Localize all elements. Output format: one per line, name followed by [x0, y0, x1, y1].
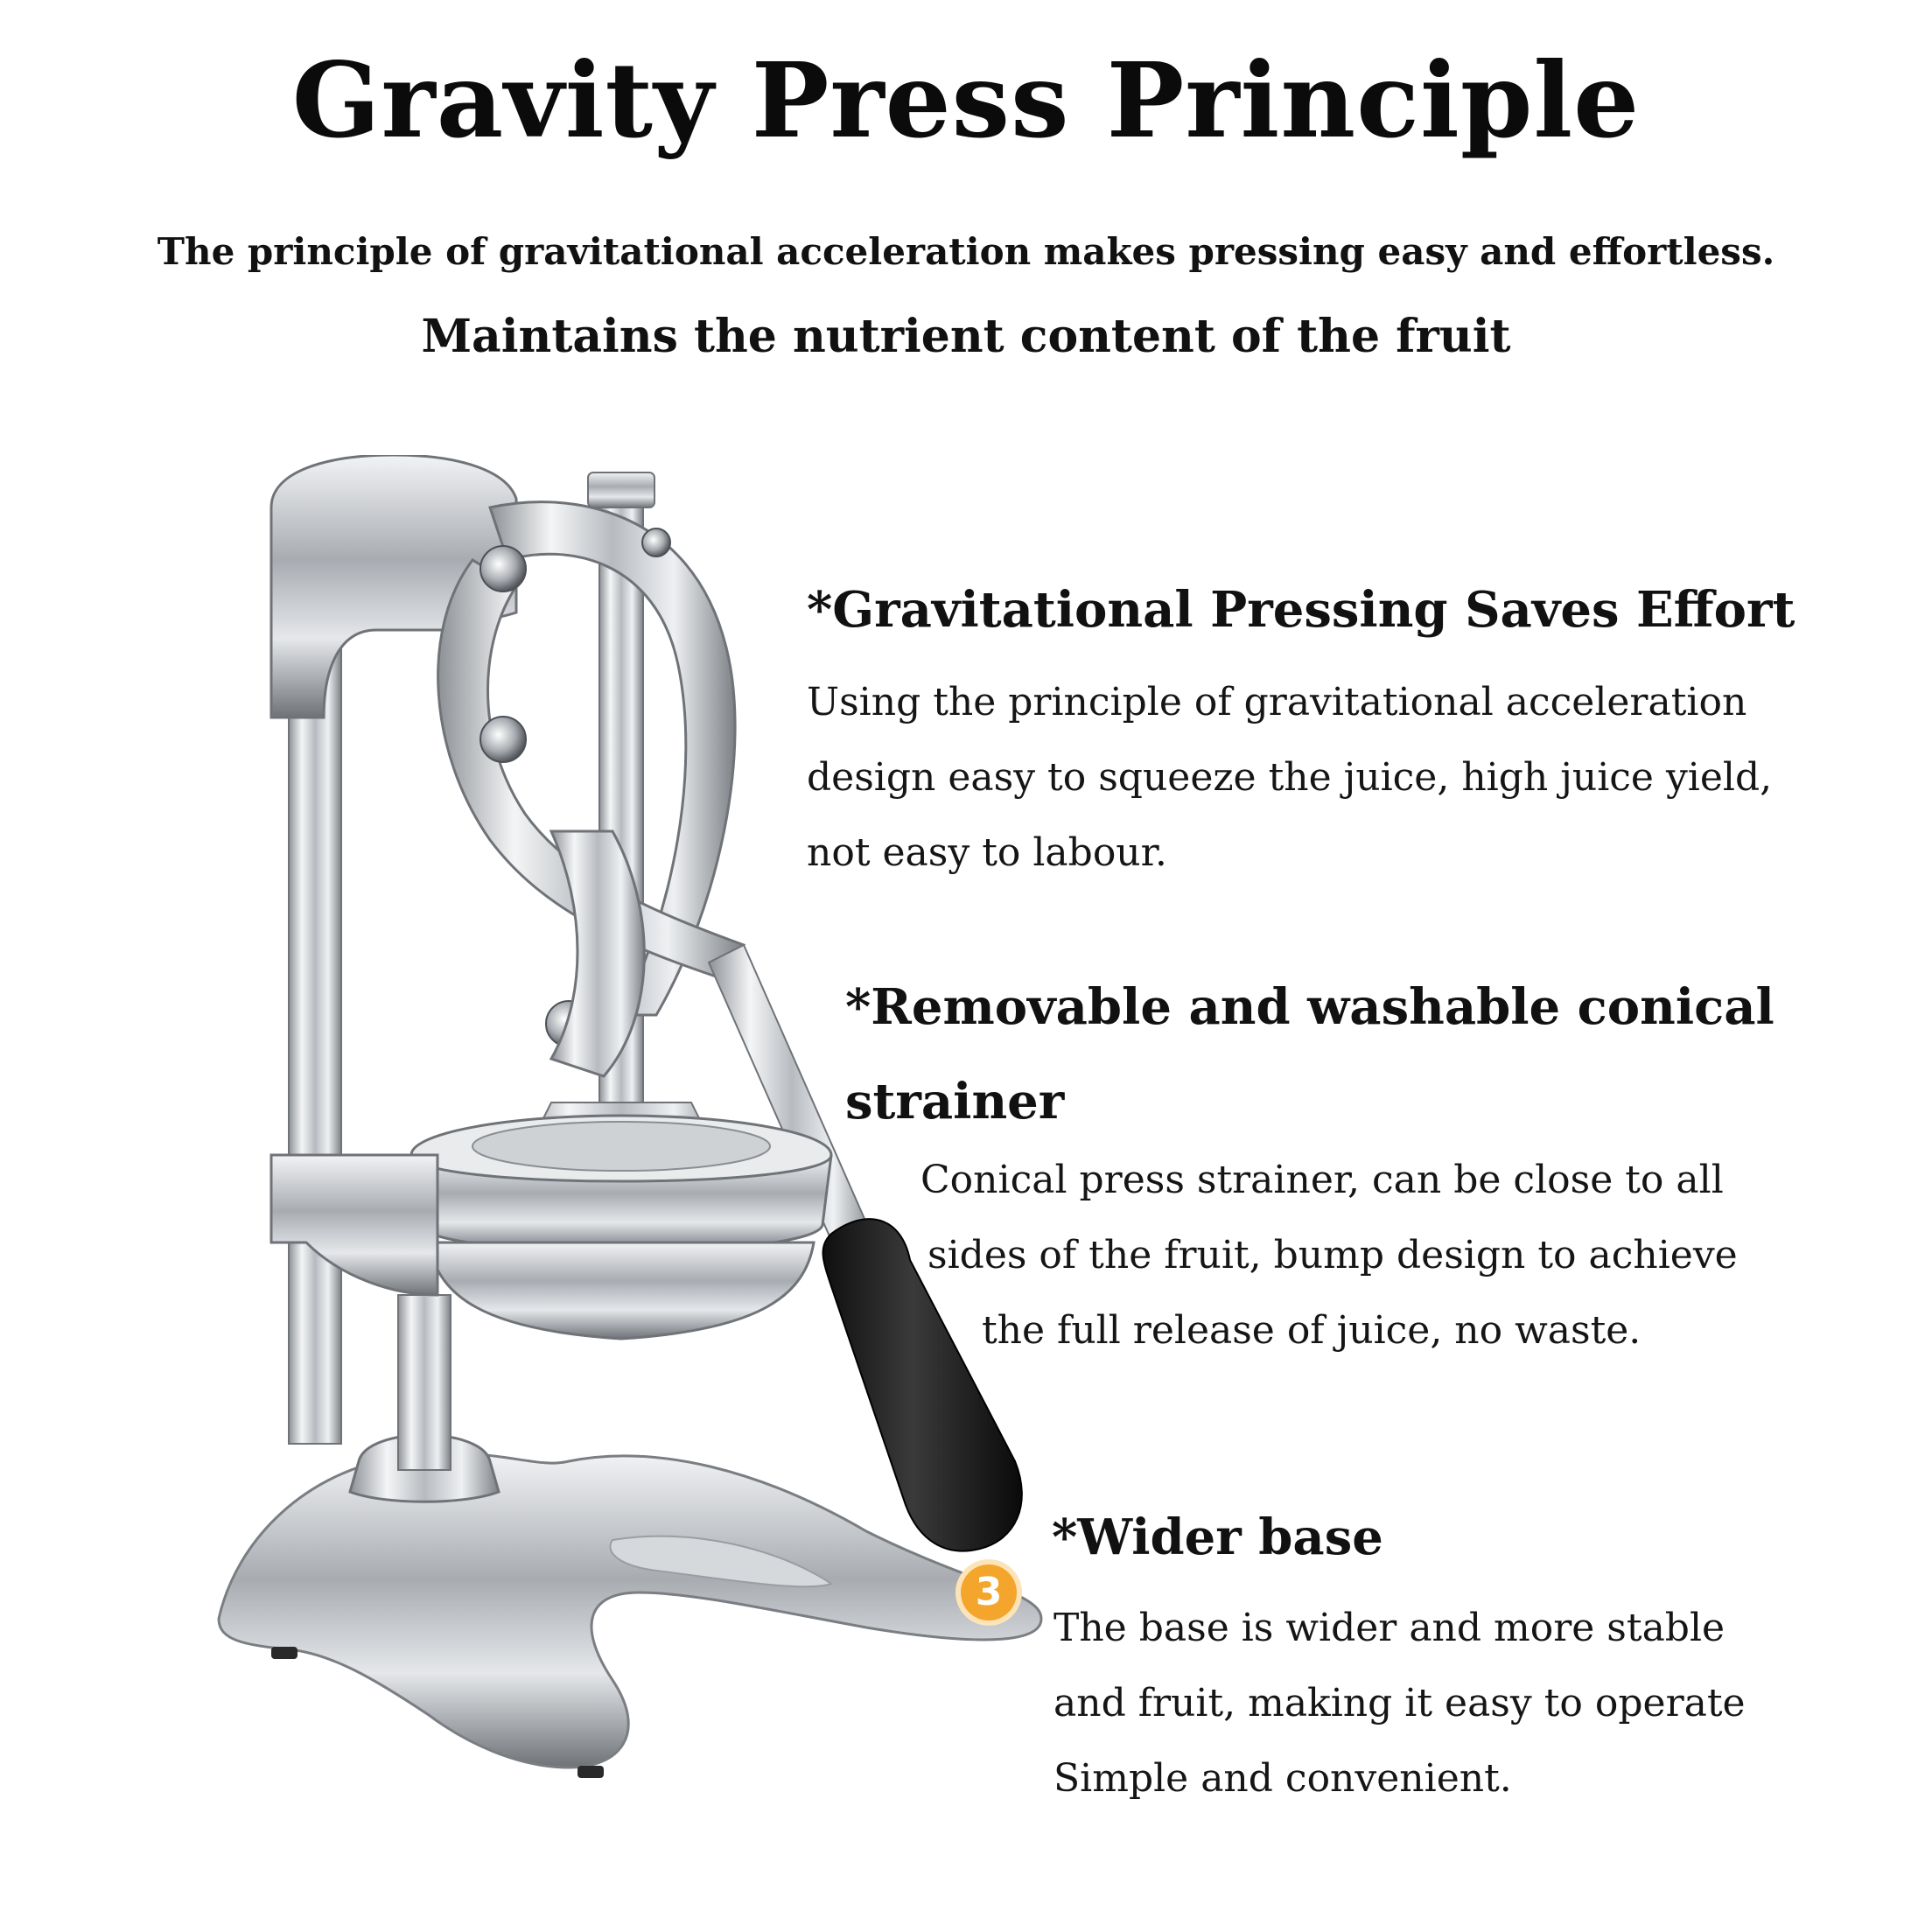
feature-3-line: and fruit, making it easy to operate	[1054, 1681, 1746, 1726]
feature-1-line: not easy to labour.	[807, 830, 1167, 875]
feature-2-line: Conical press strainer, can be close to all	[920, 1158, 1724, 1202]
feature-1-title: *Gravitational Pressing Saves Effort	[807, 581, 1796, 639]
feature-1-line: Using the principle of gravitational acceleration	[807, 680, 1747, 724]
feature-3-title: *Wider base	[1052, 1508, 1383, 1566]
feature-3-line: Simple and convenient.	[1054, 1756, 1512, 1801]
subtitle-nutrients: Maintains the nutrient content of the fruit	[421, 310, 1511, 363]
feature-2-line: sides of the fruit, bump design to achieve	[928, 1233, 1738, 1278]
feature-2-line: the full release of juice, no waste.	[982, 1308, 1642, 1353]
feature-3-line: The base is wider and more stable	[1054, 1606, 1726, 1650]
subtitle-principle: The principle of gravitational acceleration makes pressing easy and effortless.	[157, 230, 1775, 273]
feature-2-title-line: strainer	[845, 1073, 1065, 1130]
feature-2-title-line: *Removable and washable conical	[845, 978, 1774, 1036]
feature-1-line: design easy to squeeze the juice, high juice yield,	[807, 755, 1773, 800]
step-number-badge: 3	[961, 1564, 1017, 1620]
page-title: Gravity Press Principle	[291, 39, 1641, 161]
